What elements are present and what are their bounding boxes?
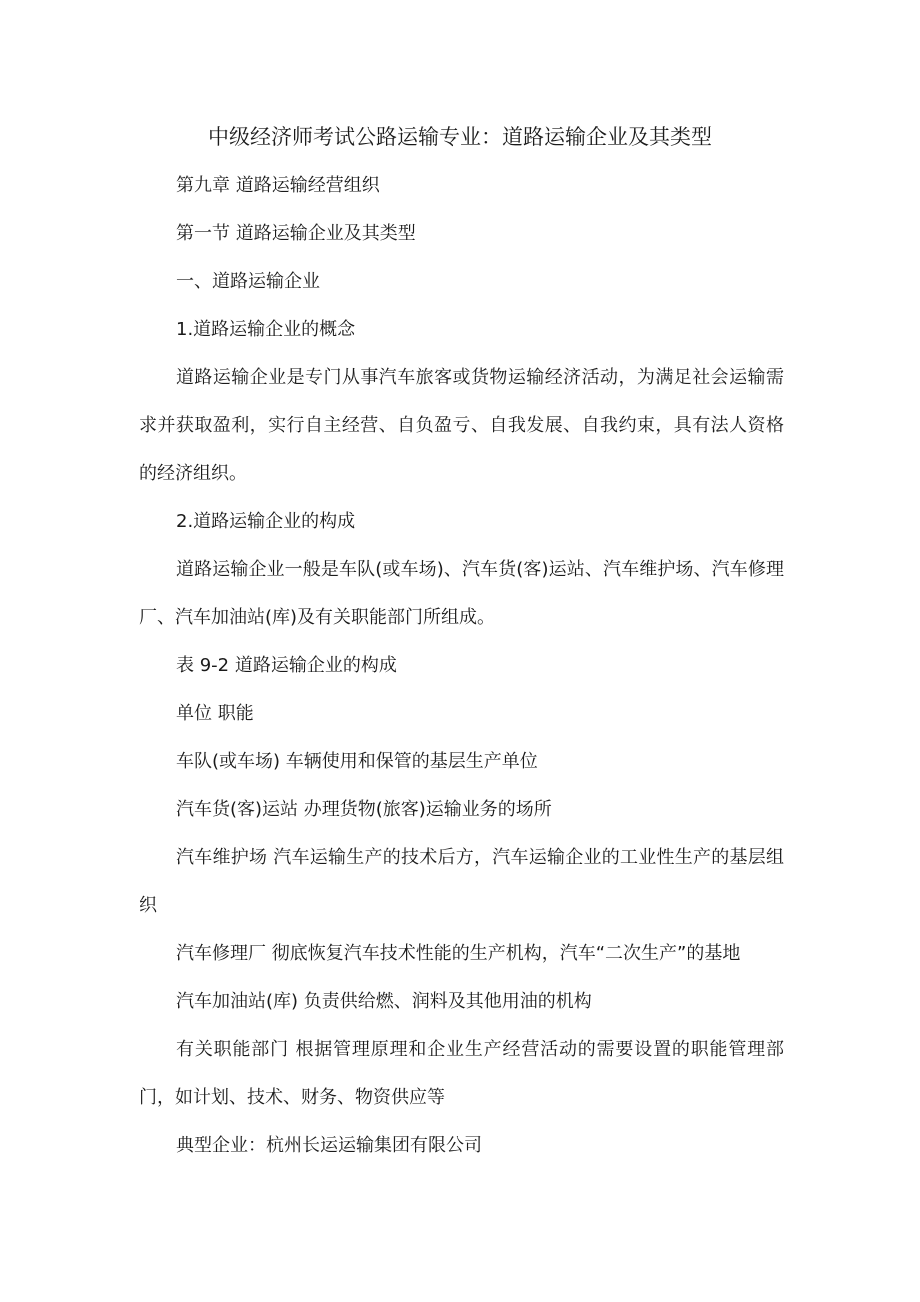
composition-paragraph: 道路运输企业一般是车队(或车场)、汽车货(客)运站、汽车维护场、汽车修理厂、汽车加油站(库)及有关职能部门所组成。 (139, 559, 784, 628)
concept-paragraph: 道路运输企业是专门从事汽车旅客或货物运输经济活动，为满足社会运输需求并获取盈利，实行自主经营、自负盈亏、自我发展、自我约束，具有法人资格的经济组织。 (139, 367, 784, 484)
example-company: 典型企业：杭州长运运输集团有限公司 (176, 1135, 482, 1156)
table-row: 汽车货(客)运站 办理货物(旅客)运输业务的场所 (176, 799, 552, 820)
table-row: 汽车加油站(库) 负责供给燃、润料及其他用油的机构 (176, 991, 592, 1012)
table-header-row: 单位 职能 (176, 703, 254, 724)
document-title: 中级经济师考试公路运输专业：道路运输企业及其类型 (208, 125, 712, 149)
chapter-heading: 第九章 道路运输经营组织 (176, 175, 380, 196)
table-row: 有关职能部门 根据管理原理和企业生产经营活动的需要设置的职能管理部门，如计划、技术、财务、物资供应等 (139, 1039, 784, 1108)
table-caption: 表 9-2 道路运输企业的构成 (176, 655, 397, 676)
table-row: 汽车维护场 汽车运输生产的技术后方，汽车运输企业的工业性生产的基层组织 (139, 847, 784, 916)
composition-heading: 2.道路运输企业的构成 (176, 511, 356, 532)
table-row: 车队(或车场) 车辆使用和保管的基层生产单位 (176, 751, 538, 772)
table-row: 汽车修理厂 彻底恢复汽车技术性能的生产机构，汽车“二次生产”的基地 (176, 943, 741, 964)
section-heading: 第一节 道路运输企业及其类型 (176, 223, 416, 244)
subsection-heading: 一、道路运输企业 (176, 271, 320, 292)
concept-heading: 1.道路运输企业的概念 (176, 319, 356, 340)
